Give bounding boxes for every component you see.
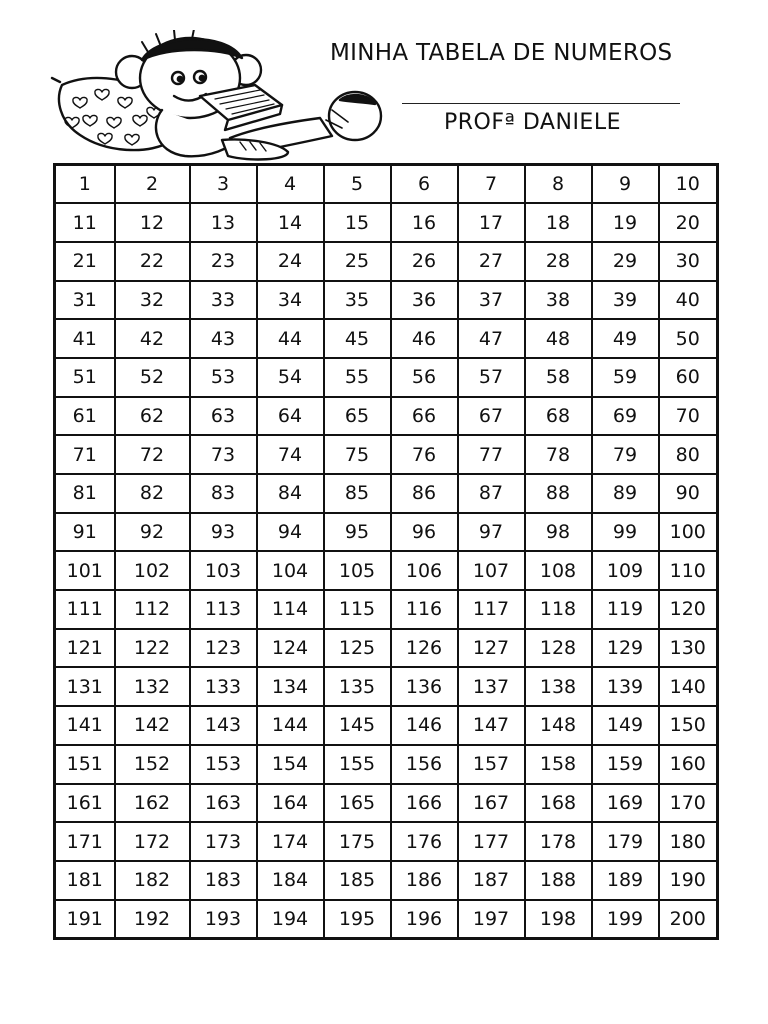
number-cell: 103 xyxy=(190,551,257,590)
number-cell: 58 xyxy=(525,358,592,397)
table-row xyxy=(55,358,718,397)
number-cell: 187 xyxy=(458,861,525,900)
number-cell: 160 xyxy=(659,745,718,784)
name-line xyxy=(402,103,680,104)
number-cell: 131 xyxy=(55,667,115,706)
number-cell: 117 xyxy=(458,590,525,629)
number-cell: 85 xyxy=(324,474,391,513)
worksheet-title: MINHA TABELA DE NUMEROS xyxy=(330,40,673,66)
number-cell: 65 xyxy=(324,397,391,436)
number-cell: 145 xyxy=(324,706,391,745)
number-cell: 80 xyxy=(659,435,718,474)
number-cell: 167 xyxy=(458,784,525,823)
number-cell: 5 xyxy=(324,165,391,204)
number-cell: 106 xyxy=(391,551,458,590)
number-cell: 150 xyxy=(659,706,718,745)
number-cell: 38 xyxy=(525,281,592,320)
number-cell: 132 xyxy=(115,667,190,706)
number-cell: 197 xyxy=(458,900,525,939)
number-cell: 199 xyxy=(592,900,659,939)
number-cell: 164 xyxy=(257,784,324,823)
number-cell: 194 xyxy=(257,900,324,939)
number-cell: 83 xyxy=(190,474,257,513)
number-cell: 94 xyxy=(257,513,324,552)
number-cell: 178 xyxy=(525,822,592,861)
number-cell: 73 xyxy=(190,435,257,474)
number-cell: 181 xyxy=(55,861,115,900)
number-cell: 139 xyxy=(592,667,659,706)
number-cell: 37 xyxy=(458,281,525,320)
number-cell: 36 xyxy=(391,281,458,320)
table-row xyxy=(55,745,718,784)
number-cell: 93 xyxy=(190,513,257,552)
number-cell: 77 xyxy=(458,435,525,474)
number-cell: 15 xyxy=(324,203,391,242)
table-row xyxy=(55,861,718,900)
number-table xyxy=(53,163,719,940)
number-cell: 121 xyxy=(55,629,115,668)
number-cell: 157 xyxy=(458,745,525,784)
number-cell: 195 xyxy=(324,900,391,939)
number-cell: 200 xyxy=(659,900,718,939)
number-cell: 67 xyxy=(458,397,525,436)
number-cell: 122 xyxy=(115,629,190,668)
number-cell: 108 xyxy=(525,551,592,590)
number-cell: 191 xyxy=(55,900,115,939)
number-cell: 2 xyxy=(115,165,190,204)
number-cell: 11 xyxy=(55,203,115,242)
number-cell: 62 xyxy=(115,397,190,436)
table-row xyxy=(55,551,718,590)
number-cell: 17 xyxy=(458,203,525,242)
number-cell: 171 xyxy=(55,822,115,861)
number-cell: 97 xyxy=(458,513,525,552)
number-cell: 148 xyxy=(525,706,592,745)
number-cell: 57 xyxy=(458,358,525,397)
number-cell: 86 xyxy=(391,474,458,513)
number-cell: 35 xyxy=(324,281,391,320)
number-cell: 154 xyxy=(257,745,324,784)
number-cell: 198 xyxy=(525,900,592,939)
number-cell: 102 xyxy=(115,551,190,590)
number-cell: 146 xyxy=(391,706,458,745)
number-cell: 41 xyxy=(55,319,115,358)
number-cell: 39 xyxy=(592,281,659,320)
number-cell: 134 xyxy=(257,667,324,706)
number-cell: 152 xyxy=(115,745,190,784)
number-cell: 56 xyxy=(391,358,458,397)
number-cell: 158 xyxy=(525,745,592,784)
number-cell: 31 xyxy=(55,281,115,320)
number-cell: 105 xyxy=(324,551,391,590)
number-cell: 88 xyxy=(525,474,592,513)
number-cell: 156 xyxy=(391,745,458,784)
number-cell: 61 xyxy=(55,397,115,436)
number-cell: 19 xyxy=(592,203,659,242)
table-row xyxy=(55,822,718,861)
table-row xyxy=(55,242,718,281)
number-cell: 48 xyxy=(525,319,592,358)
number-cell: 23 xyxy=(190,242,257,281)
number-cell: 12 xyxy=(115,203,190,242)
number-cell: 18 xyxy=(525,203,592,242)
number-cell: 32 xyxy=(115,281,190,320)
number-cell: 16 xyxy=(391,203,458,242)
number-cell: 190 xyxy=(659,861,718,900)
number-cell: 166 xyxy=(391,784,458,823)
number-cell: 175 xyxy=(324,822,391,861)
table-row xyxy=(55,667,718,706)
number-cell: 138 xyxy=(525,667,592,706)
number-cell: 44 xyxy=(257,319,324,358)
number-cell: 126 xyxy=(391,629,458,668)
number-cell: 20 xyxy=(659,203,718,242)
number-cell: 24 xyxy=(257,242,324,281)
number-cell: 169 xyxy=(592,784,659,823)
table-row xyxy=(55,706,718,745)
number-cell: 170 xyxy=(659,784,718,823)
table-row xyxy=(55,397,718,436)
number-cell: 42 xyxy=(115,319,190,358)
number-cell: 193 xyxy=(190,900,257,939)
number-cell: 183 xyxy=(190,861,257,900)
number-cell: 125 xyxy=(324,629,391,668)
number-cell: 155 xyxy=(324,745,391,784)
number-cell: 114 xyxy=(257,590,324,629)
number-cell: 66 xyxy=(391,397,458,436)
number-cell: 144 xyxy=(257,706,324,745)
table-row xyxy=(55,784,718,823)
number-cell: 188 xyxy=(525,861,592,900)
number-cell: 182 xyxy=(115,861,190,900)
number-cell: 109 xyxy=(592,551,659,590)
number-cell: 168 xyxy=(525,784,592,823)
table-row xyxy=(55,435,718,474)
number-cell: 149 xyxy=(592,706,659,745)
number-cell: 133 xyxy=(190,667,257,706)
number-cell: 89 xyxy=(592,474,659,513)
number-cell: 179 xyxy=(592,822,659,861)
number-cell: 123 xyxy=(190,629,257,668)
number-cell: 98 xyxy=(525,513,592,552)
number-cell: 34 xyxy=(257,281,324,320)
number-cell: 100 xyxy=(659,513,718,552)
number-cell: 33 xyxy=(190,281,257,320)
number-cell: 116 xyxy=(391,590,458,629)
number-cell: 84 xyxy=(257,474,324,513)
teacher-name: PROFª DANIELE xyxy=(444,110,621,135)
number-cell: 91 xyxy=(55,513,115,552)
number-cell: 4 xyxy=(257,165,324,204)
table-row xyxy=(55,165,718,204)
number-cell: 69 xyxy=(592,397,659,436)
number-cell: 137 xyxy=(458,667,525,706)
table-row xyxy=(55,281,718,320)
number-cell: 111 xyxy=(55,590,115,629)
number-cell: 8 xyxy=(525,165,592,204)
number-cell: 74 xyxy=(257,435,324,474)
number-cell: 180 xyxy=(659,822,718,861)
number-cell: 59 xyxy=(592,358,659,397)
number-cell: 53 xyxy=(190,358,257,397)
number-cell: 189 xyxy=(592,861,659,900)
number-cell: 110 xyxy=(659,551,718,590)
number-cell: 118 xyxy=(525,590,592,629)
number-cell: 87 xyxy=(458,474,525,513)
number-cell: 112 xyxy=(115,590,190,629)
number-cell: 136 xyxy=(391,667,458,706)
number-cell: 68 xyxy=(525,397,592,436)
number-cell: 185 xyxy=(324,861,391,900)
number-cell: 7 xyxy=(458,165,525,204)
number-cell: 52 xyxy=(115,358,190,397)
number-cell: 99 xyxy=(592,513,659,552)
table-row xyxy=(55,319,718,358)
number-cell: 29 xyxy=(592,242,659,281)
table-row xyxy=(55,629,718,668)
number-cell: 90 xyxy=(659,474,718,513)
number-cell: 96 xyxy=(391,513,458,552)
number-cell: 165 xyxy=(324,784,391,823)
number-cell: 151 xyxy=(55,745,115,784)
table-row xyxy=(55,203,718,242)
number-cell: 147 xyxy=(458,706,525,745)
number-cell: 40 xyxy=(659,281,718,320)
number-cell: 127 xyxy=(458,629,525,668)
number-cell: 115 xyxy=(324,590,391,629)
number-cell: 129 xyxy=(592,629,659,668)
number-cell: 50 xyxy=(659,319,718,358)
number-cell: 14 xyxy=(257,203,324,242)
number-cell: 113 xyxy=(190,590,257,629)
number-cell: 196 xyxy=(391,900,458,939)
number-cell: 28 xyxy=(525,242,592,281)
table-row xyxy=(55,474,718,513)
number-cell: 72 xyxy=(115,435,190,474)
number-cell: 128 xyxy=(525,629,592,668)
number-cell: 101 xyxy=(55,551,115,590)
number-cell: 63 xyxy=(190,397,257,436)
number-cell: 92 xyxy=(115,513,190,552)
number-cell: 3 xyxy=(190,165,257,204)
number-cell: 176 xyxy=(391,822,458,861)
number-cell: 159 xyxy=(592,745,659,784)
number-cell: 60 xyxy=(659,358,718,397)
number-cell: 142 xyxy=(115,706,190,745)
table-row xyxy=(55,900,718,939)
number-cell: 30 xyxy=(659,242,718,281)
number-cell: 82 xyxy=(115,474,190,513)
number-cell: 55 xyxy=(324,358,391,397)
number-cell: 43 xyxy=(190,319,257,358)
number-cell: 177 xyxy=(458,822,525,861)
number-cell: 25 xyxy=(324,242,391,281)
number-cell: 46 xyxy=(391,319,458,358)
number-cell: 79 xyxy=(592,435,659,474)
number-cell: 186 xyxy=(391,861,458,900)
number-cell: 124 xyxy=(257,629,324,668)
number-cell: 95 xyxy=(324,513,391,552)
number-cell: 1 xyxy=(55,165,115,204)
number-cell: 49 xyxy=(592,319,659,358)
number-cell: 76 xyxy=(391,435,458,474)
number-cell: 143 xyxy=(190,706,257,745)
number-cell: 192 xyxy=(115,900,190,939)
number-cell: 141 xyxy=(55,706,115,745)
number-cell: 184 xyxy=(257,861,324,900)
number-cell: 21 xyxy=(55,242,115,281)
number-cell: 130 xyxy=(659,629,718,668)
number-cell: 140 xyxy=(659,667,718,706)
number-cell: 71 xyxy=(55,435,115,474)
number-cell: 27 xyxy=(458,242,525,281)
number-cell: 70 xyxy=(659,397,718,436)
number-cell: 75 xyxy=(324,435,391,474)
number-cell: 26 xyxy=(391,242,458,281)
number-cell: 22 xyxy=(115,242,190,281)
number-cell: 45 xyxy=(324,319,391,358)
number-cell: 78 xyxy=(525,435,592,474)
number-cell: 10 xyxy=(659,165,718,204)
number-cell: 81 xyxy=(55,474,115,513)
number-cell: 13 xyxy=(190,203,257,242)
table-row xyxy=(55,590,718,629)
number-cell: 47 xyxy=(458,319,525,358)
number-cell: 153 xyxy=(190,745,257,784)
number-cell: 51 xyxy=(55,358,115,397)
number-cell: 135 xyxy=(324,667,391,706)
number-cell: 163 xyxy=(190,784,257,823)
number-cell: 54 xyxy=(257,358,324,397)
table-row xyxy=(55,513,718,552)
number-cell: 173 xyxy=(190,822,257,861)
number-cell: 107 xyxy=(458,551,525,590)
number-cell: 161 xyxy=(55,784,115,823)
number-cell: 162 xyxy=(115,784,190,823)
number-cell: 119 xyxy=(592,590,659,629)
worksheet-header xyxy=(0,0,768,160)
number-cell: 104 xyxy=(257,551,324,590)
number-cell: 120 xyxy=(659,590,718,629)
number-cell: 174 xyxy=(257,822,324,861)
number-cell: 6 xyxy=(391,165,458,204)
number-cell: 64 xyxy=(257,397,324,436)
number-cell: 9 xyxy=(592,165,659,204)
number-cell: 172 xyxy=(115,822,190,861)
